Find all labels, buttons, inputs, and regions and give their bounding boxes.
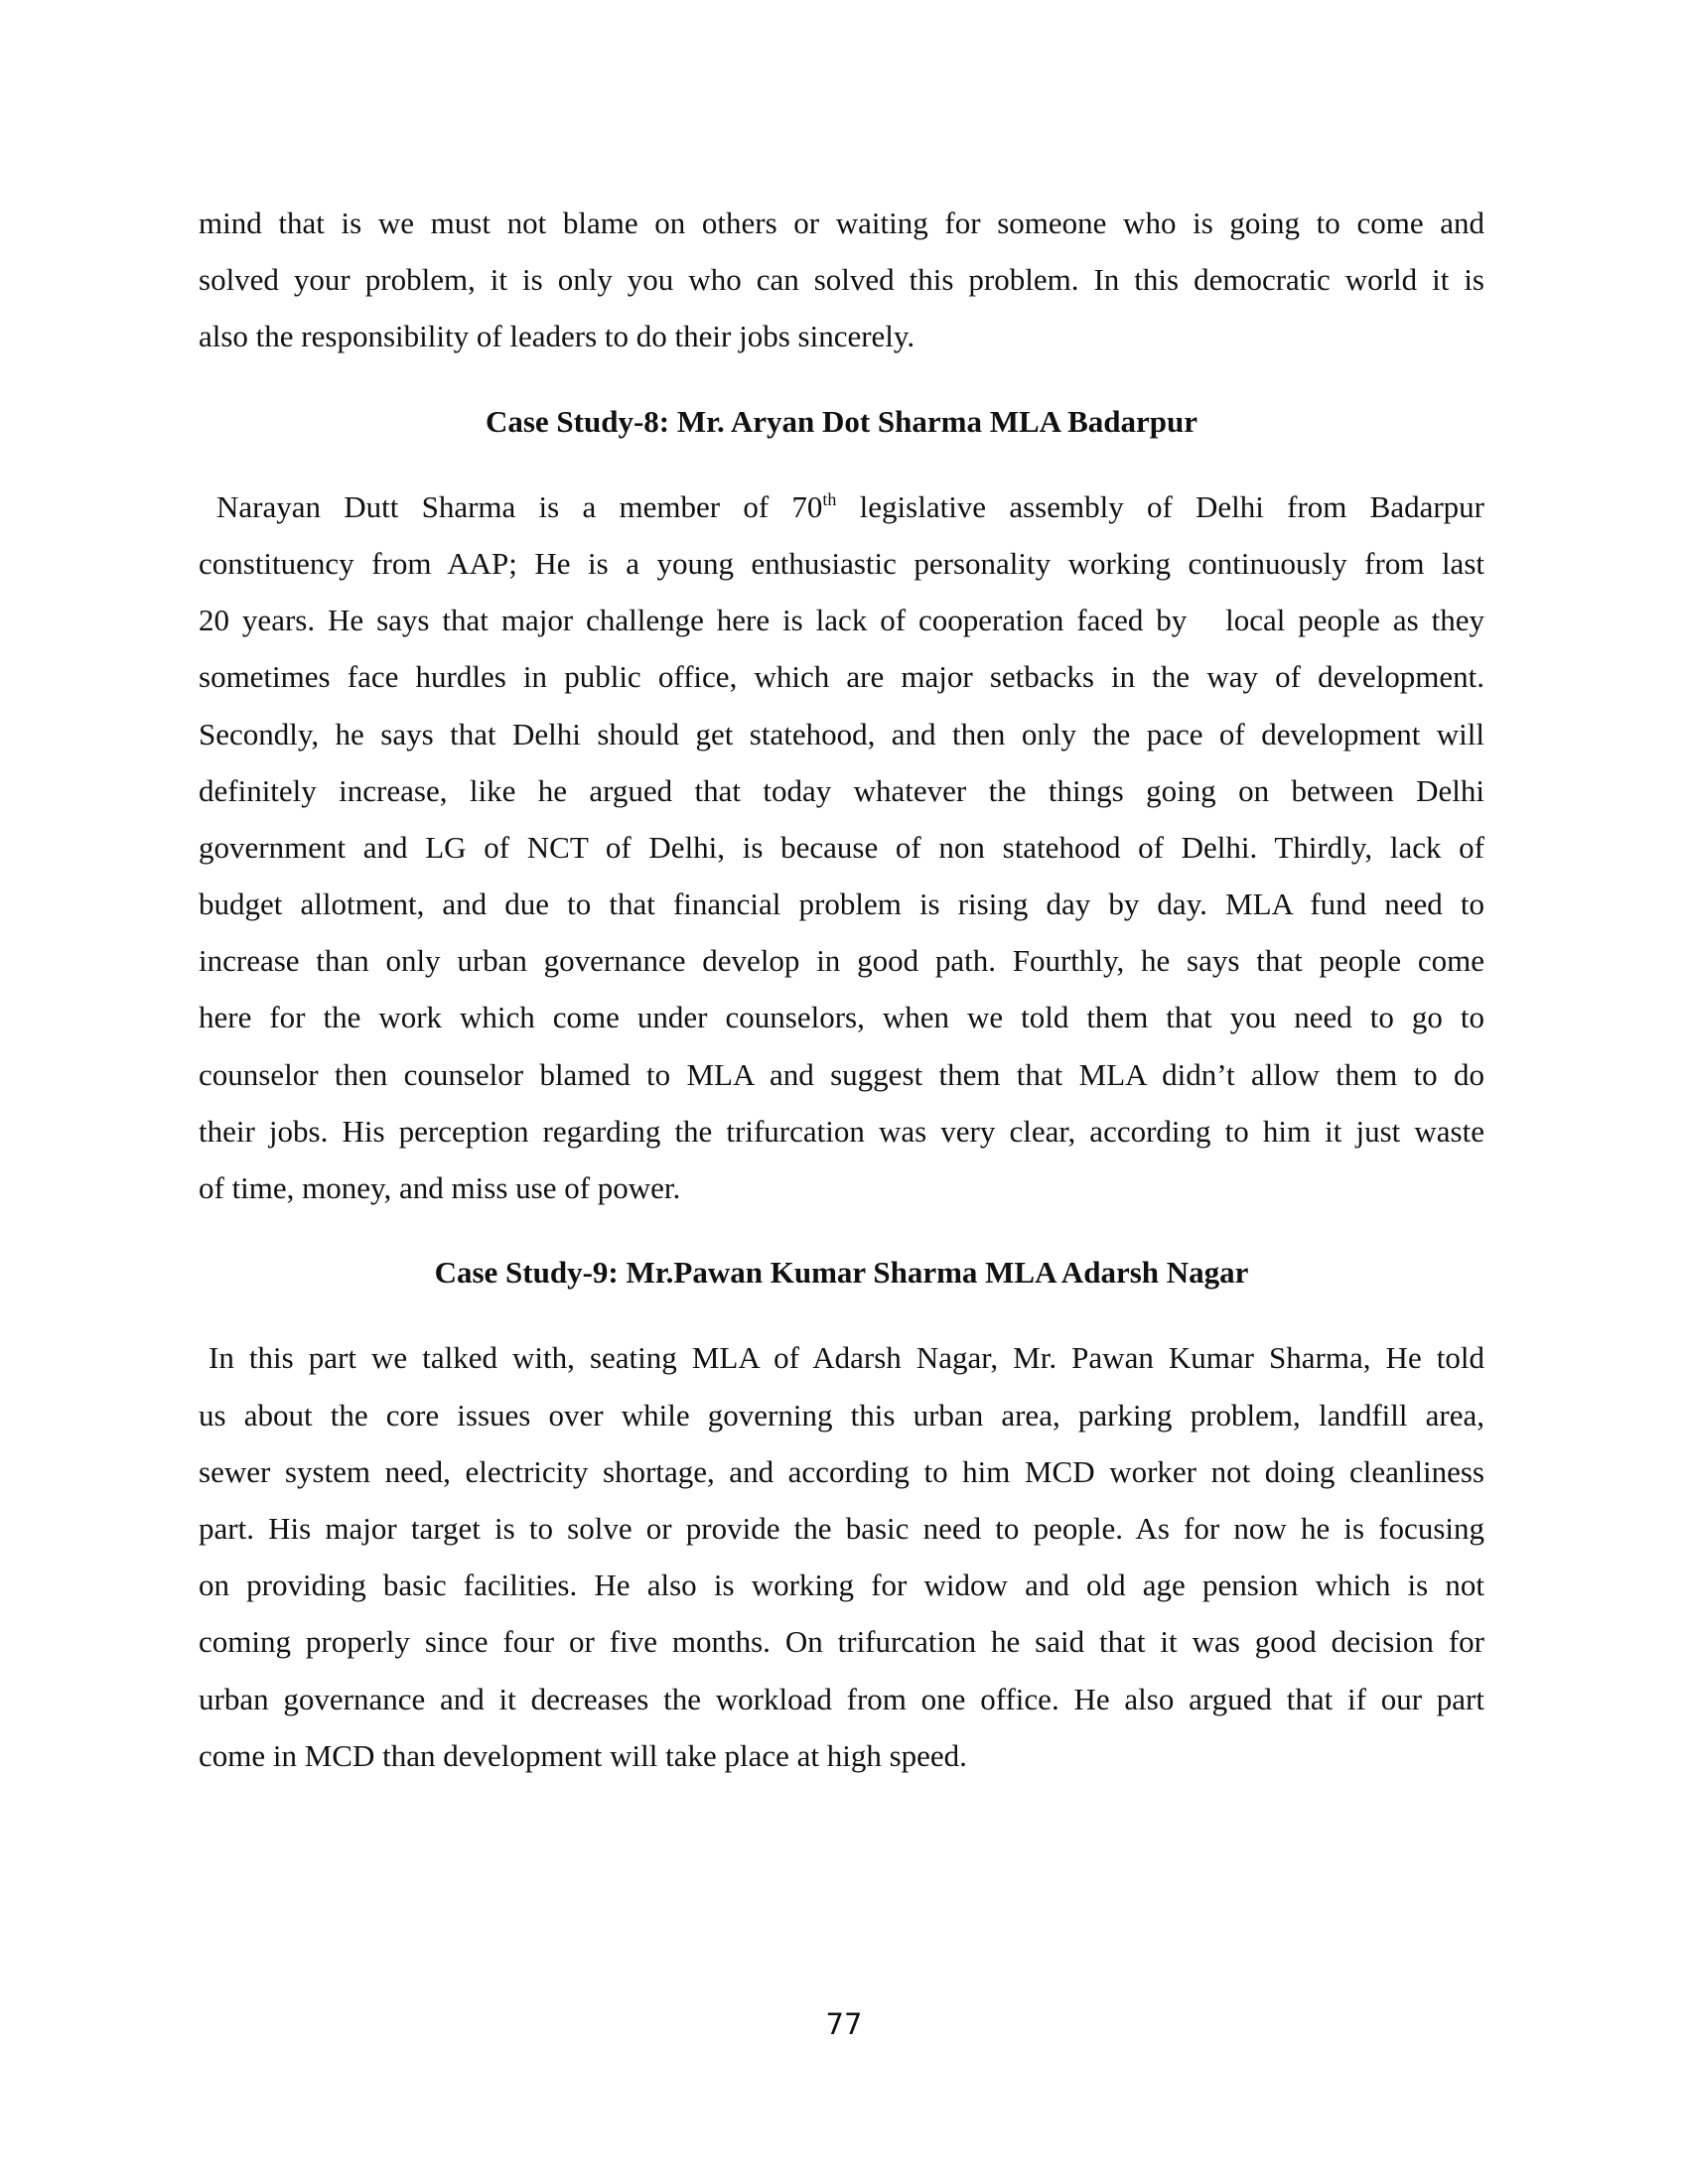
text-line: counselor then counselor blamed to MLA and suggest them that MLA didn’t allow them to do xyxy=(199,1056,1484,1092)
text-line: sometimes face hurdles in public office, which are major setbacks in the way of development. xyxy=(199,659,1484,695)
text-line: come in MCD than development will take place at high speed. xyxy=(199,1737,967,1773)
text-line: part. His major target is to solve or provide the basic need to people. As for now he is focusing xyxy=(199,1510,1484,1546)
text-line: also the responsibility of leaders to do their jobs sincerely. xyxy=(199,319,915,354)
text-line: their jobs. His perception regarding the trifurcation was very clear, according to him it just waste xyxy=(199,1113,1484,1149)
text-line: definitely increase, like he argued that today whatever the things going on between Delhi xyxy=(199,772,1484,808)
intro-paragraph xyxy=(199,195,1484,365)
case-study-8-heading: Case Study-8: Mr. Aryan Dot Sharma MLA Badarpur xyxy=(485,403,1198,439)
case-study-8-paragraph xyxy=(199,478,1484,1216)
text-line: budget allotment, and due to that financial problem is rising day by day. MLA fund need to xyxy=(199,887,1484,922)
text-line: In this part we talked with, seating MLA of Adarsh Nagar, Mr. Pawan Kumar Sharma, He told xyxy=(209,1340,1484,1376)
text-fragment: Narayan Dutt Sharma is a member of 70 xyxy=(216,488,823,524)
text-line: mind that is we must not blame on others or waiting for someone who is going to come and xyxy=(199,205,1484,240)
text-line: coming properly since four or five months. On trifurcation he said that it was good decision for xyxy=(199,1624,1484,1660)
text-line: constituency from AAP; He is a young enthusiastic personality working continuously from last xyxy=(199,545,1484,581)
page-number: 77 xyxy=(825,2007,863,2041)
text-line: urban governance and it decreases the workload from one office. He also argued that if our part xyxy=(199,1681,1484,1716)
text-line: increase than only urban governance develop in good path. Fourthly, he says that people come xyxy=(199,943,1484,979)
text-line: solved your problem, it is only you who can solved this problem. In this democratic world it is xyxy=(199,262,1484,298)
text-line: sewer system need, electricity shortage, and according to him MCD worker not doing cleanliness xyxy=(199,1453,1484,1489)
text-line: of time, money, and miss use of power. xyxy=(199,1170,681,1205)
text-line: Secondly, he says that Delhi should get statehood, and then only the pace of development will xyxy=(199,716,1484,751)
text-line: here for the work which come under counselors, when we told them that you need to go to xyxy=(199,1000,1484,1035)
text-line: us about the core issues over while governing this urban area, parking problem, landfill area, xyxy=(199,1397,1484,1433)
text-line xyxy=(199,478,1484,535)
case-study-9-paragraph xyxy=(199,1329,1484,1784)
text-line: 20 years. He says that major challenge here is lack of cooperation faced by local people as they xyxy=(199,603,1484,638)
case-study-9-heading: Case Study-9: Mr.Pawan Kumar Sharma MLA Adarsh Nagar xyxy=(434,1255,1249,1291)
superscript: th xyxy=(822,488,837,509)
text-line: on providing basic facilities. He also is working for widow and old age pension which is not xyxy=(199,1568,1484,1603)
document-page xyxy=(199,195,1484,1784)
text-line: government and LG of NCT of Delhi, is because of non statehood of Delhi. Thirdly, lack of xyxy=(199,829,1484,865)
text-fragment: legislative assembly of Delhi from Badarpur xyxy=(836,488,1484,524)
